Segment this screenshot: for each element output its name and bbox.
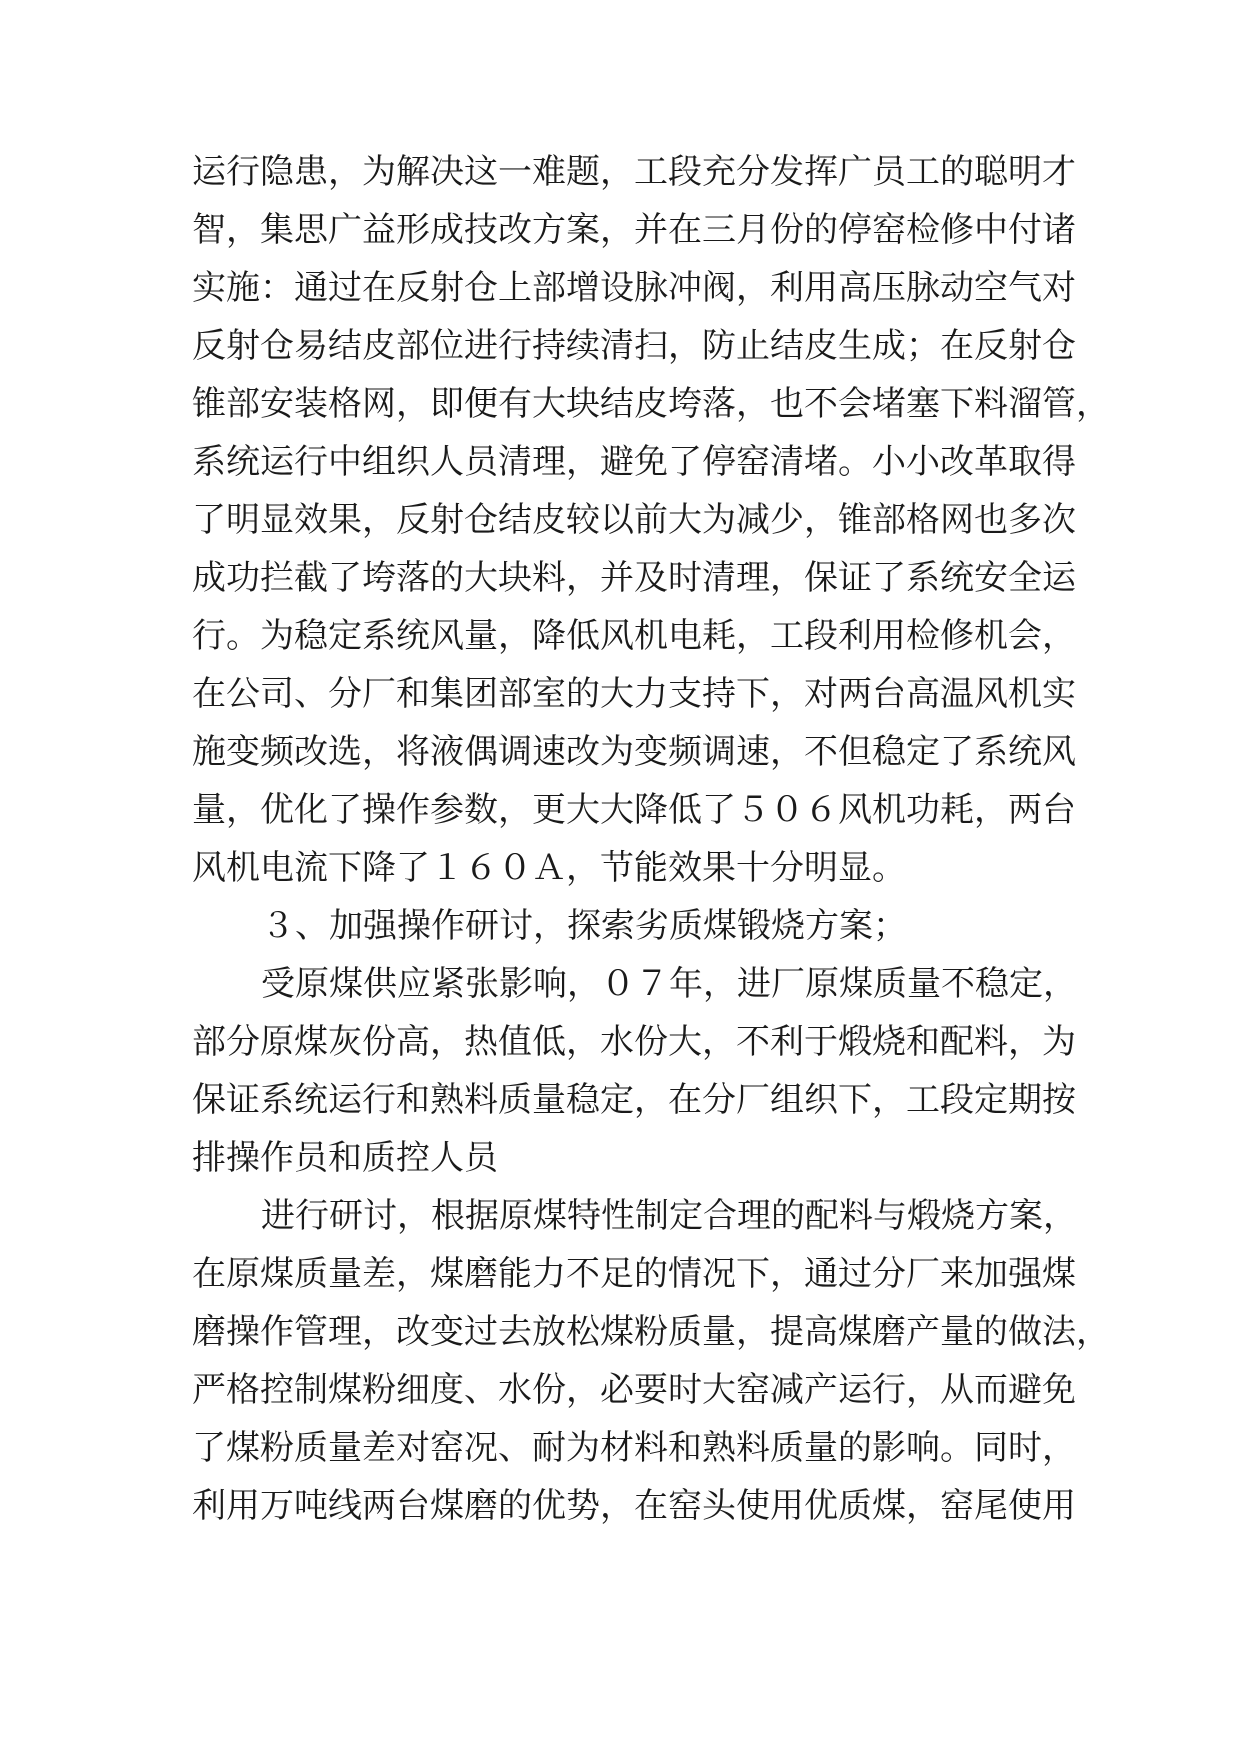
- text-line: 进行研讨，根据原煤特性制定合理的配料与煅烧方案，: [261, 1196, 1077, 1236]
- text-line: 磨操作管理，改变过去放松煤粉质量，提高煤磨产量的做法，: [192, 1312, 1110, 1352]
- text-line: 保证系统运行和熟料质量稳定，在分厂组织下，工段定期按: [192, 1080, 1076, 1120]
- text-line: 施变频改选，将液偶调速改为变频调速，不但稳定了系统风: [192, 732, 1076, 772]
- text-line: 成功拦截了垮落的大块料，并及时清理，保证了系统安全运: [192, 558, 1076, 598]
- text-line: 量，优化了操作参数，更大大降低了５０６风机功耗，两台: [192, 790, 1076, 830]
- section-heading: ３、加强操作研讨，探索劣质煤锻烧方案；: [261, 906, 907, 946]
- text-line: 风机电流下降了１６０Ａ，节能效果十分明显。: [192, 848, 906, 888]
- text-line: 智，集思广益形成技改方案，并在三月份的停窑检修中付诸: [192, 210, 1076, 250]
- text-line: 部分原煤灰份高，热值低，水份大，不利于煅烧和配料，为: [192, 1022, 1076, 1062]
- text-line: 运行隐患，为解决这一难题，工段充分发挥广员工的聪明才: [192, 152, 1076, 192]
- text-line: 反射仓易结皮部位进行持续清扫，防止结皮生成；在反射仓: [192, 326, 1076, 366]
- text-line: 行。为稳定系统风量，降低风机电耗，工段利用检修机会，: [192, 616, 1076, 656]
- text-line: 了煤粉质量差对窑况、耐为材料和熟料质量的影响。同时，: [192, 1428, 1076, 1468]
- text-line: 系统运行中组织人员清理，避免了停窑清堵。小小改革取得: [192, 442, 1076, 482]
- text-line: 严格控制煤粉细度、水份，必要时大窑减产运行，从而避免: [192, 1370, 1076, 1410]
- text-line: 利用万吨线两台煤磨的优势，在窑头使用优质煤，窑尾使用: [192, 1486, 1076, 1526]
- text-line: 了明显效果，反射仓结皮较以前大为减少，锥部格网也多次: [192, 500, 1076, 540]
- text-line: 排操作员和质控人员: [192, 1138, 498, 1178]
- text-line: 实施：通过在反射仓上部增设脉冲阀，利用高压脉动空气对: [192, 268, 1076, 308]
- text-line: 锥部安装格网，即便有大块结皮垮落，也不会堵塞下料溜管，: [192, 384, 1110, 424]
- text-line: 受原煤供应紧张影响，０７年，进厂原煤质量不稳定，: [261, 964, 1077, 1004]
- text-line: 在原煤质量差，煤磨能力不足的情况下，通过分厂来加强煤: [192, 1254, 1076, 1294]
- text-line: 在公司、分厂和集团部室的大力支持下，对两台高温风机实: [192, 674, 1076, 714]
